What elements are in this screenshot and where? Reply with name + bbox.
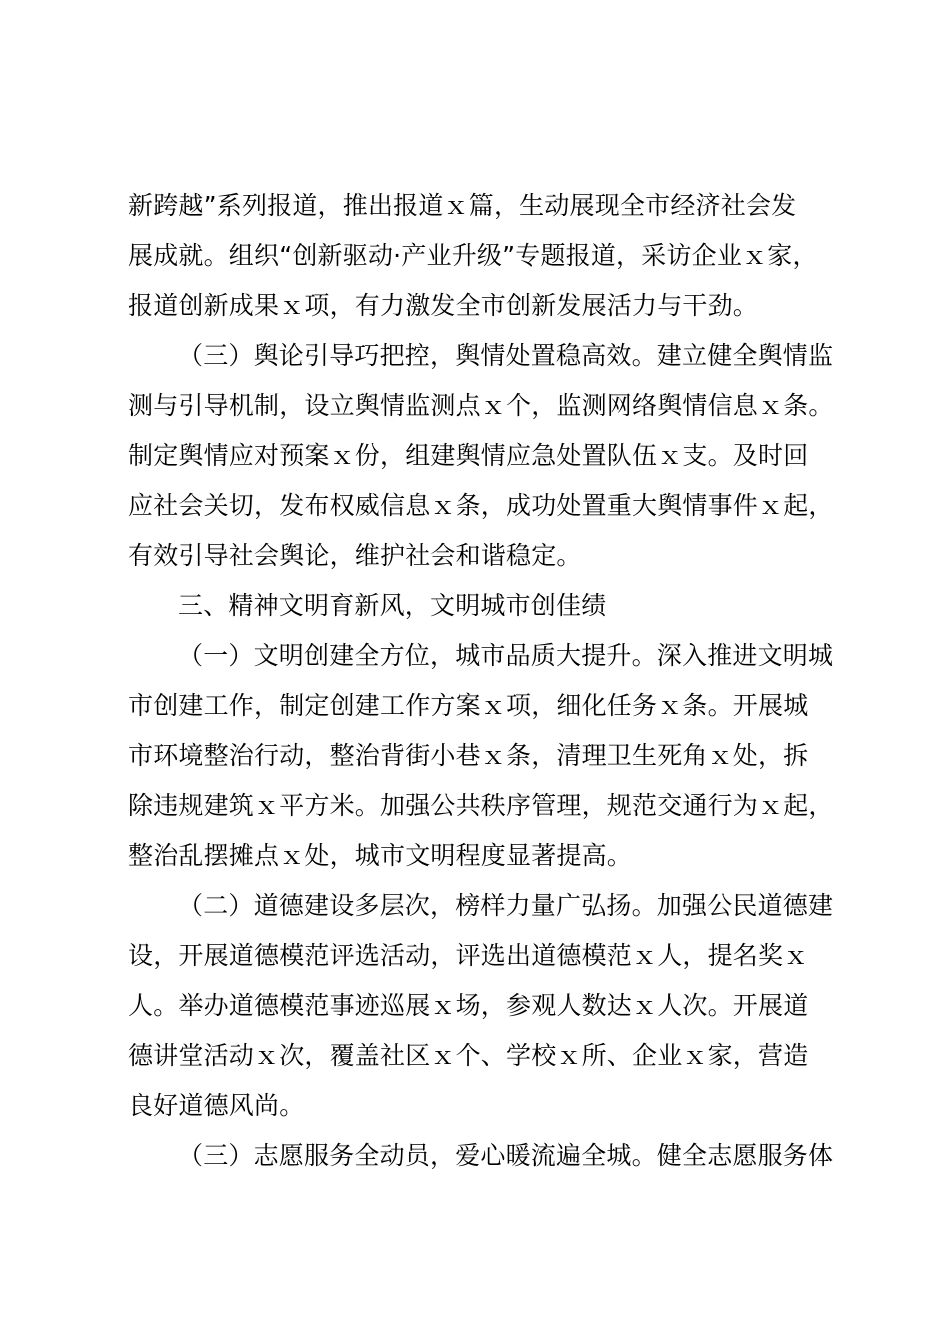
paragraph-start-line: （二）道德建设多层次，榜样力量广弘扬。加强公民道德建 xyxy=(178,891,834,920)
text-line: 应社会关切，发布权威信息ｘ条，成功处置重大舆情事件ｘ起， xyxy=(128,491,834,520)
text-line: 除违规建筑ｘ平方米。加强公共秩序管理，规范交通行为ｘ起， xyxy=(128,791,834,820)
text-line: 良好道德风尚。 xyxy=(128,1091,305,1120)
text-line: 设，开展道德模范评选活动，评选出道德模范ｘ人，提名奖ｘ xyxy=(128,941,809,970)
text-line: 报道创新成果ｘ项，有力激发全市创新发展活力与干劲。 xyxy=(128,291,759,320)
text-line: 制定舆情应对预案ｘ份，组建舆情应急处置队伍ｘ支。及时回 xyxy=(128,441,809,470)
text-line: 测与引导机制，设立舆情监测点ｘ个，监测网络舆情信息ｘ条。 xyxy=(128,391,834,420)
text-line: 展成就。组织“创新驱动·产业升级”专题报道，采访企业ｘ家， xyxy=(128,241,818,270)
text-line: 市环境整治行动，整治背街小巷ｘ条，清理卫生死角ｘ处，拆 xyxy=(128,741,809,770)
text-line: 新跨越”系列报道，推出报道ｘ篇，生动展现全市经济社会发 xyxy=(128,191,797,220)
paragraph-start-line: （三）志愿服务全动员，爱心暖流遍全城。健全志愿服务体 xyxy=(178,1141,834,1170)
text-line: 整治乱摆摊点ｘ处，城市文明程度显著提高。 xyxy=(128,841,633,870)
text-line: 有效引导社会舆论，维护社会和谐稳定。 xyxy=(128,541,582,570)
text-line: 人。举办道德模范事迹巡展ｘ场，参观人数达ｘ人次。开展道 xyxy=(128,991,809,1020)
section-heading: 三、精神文明育新风，文明城市创佳绩 xyxy=(178,591,607,620)
paragraph-start-line: （一）文明创建全方位，城市品质大提升。深入推进文明城 xyxy=(178,641,834,670)
paragraph-start-line: （三）舆论引导巧把控，舆情处置稳高效。建立健全舆情监 xyxy=(178,341,834,370)
text-line: 德讲堂活动ｘ次，覆盖社区ｘ个、学校ｘ所、企业ｘ家，营造 xyxy=(128,1041,809,1070)
text-line: 市创建工作，制定创建工作方案ｘ项，细化任务ｘ条。开展城 xyxy=(128,691,809,720)
